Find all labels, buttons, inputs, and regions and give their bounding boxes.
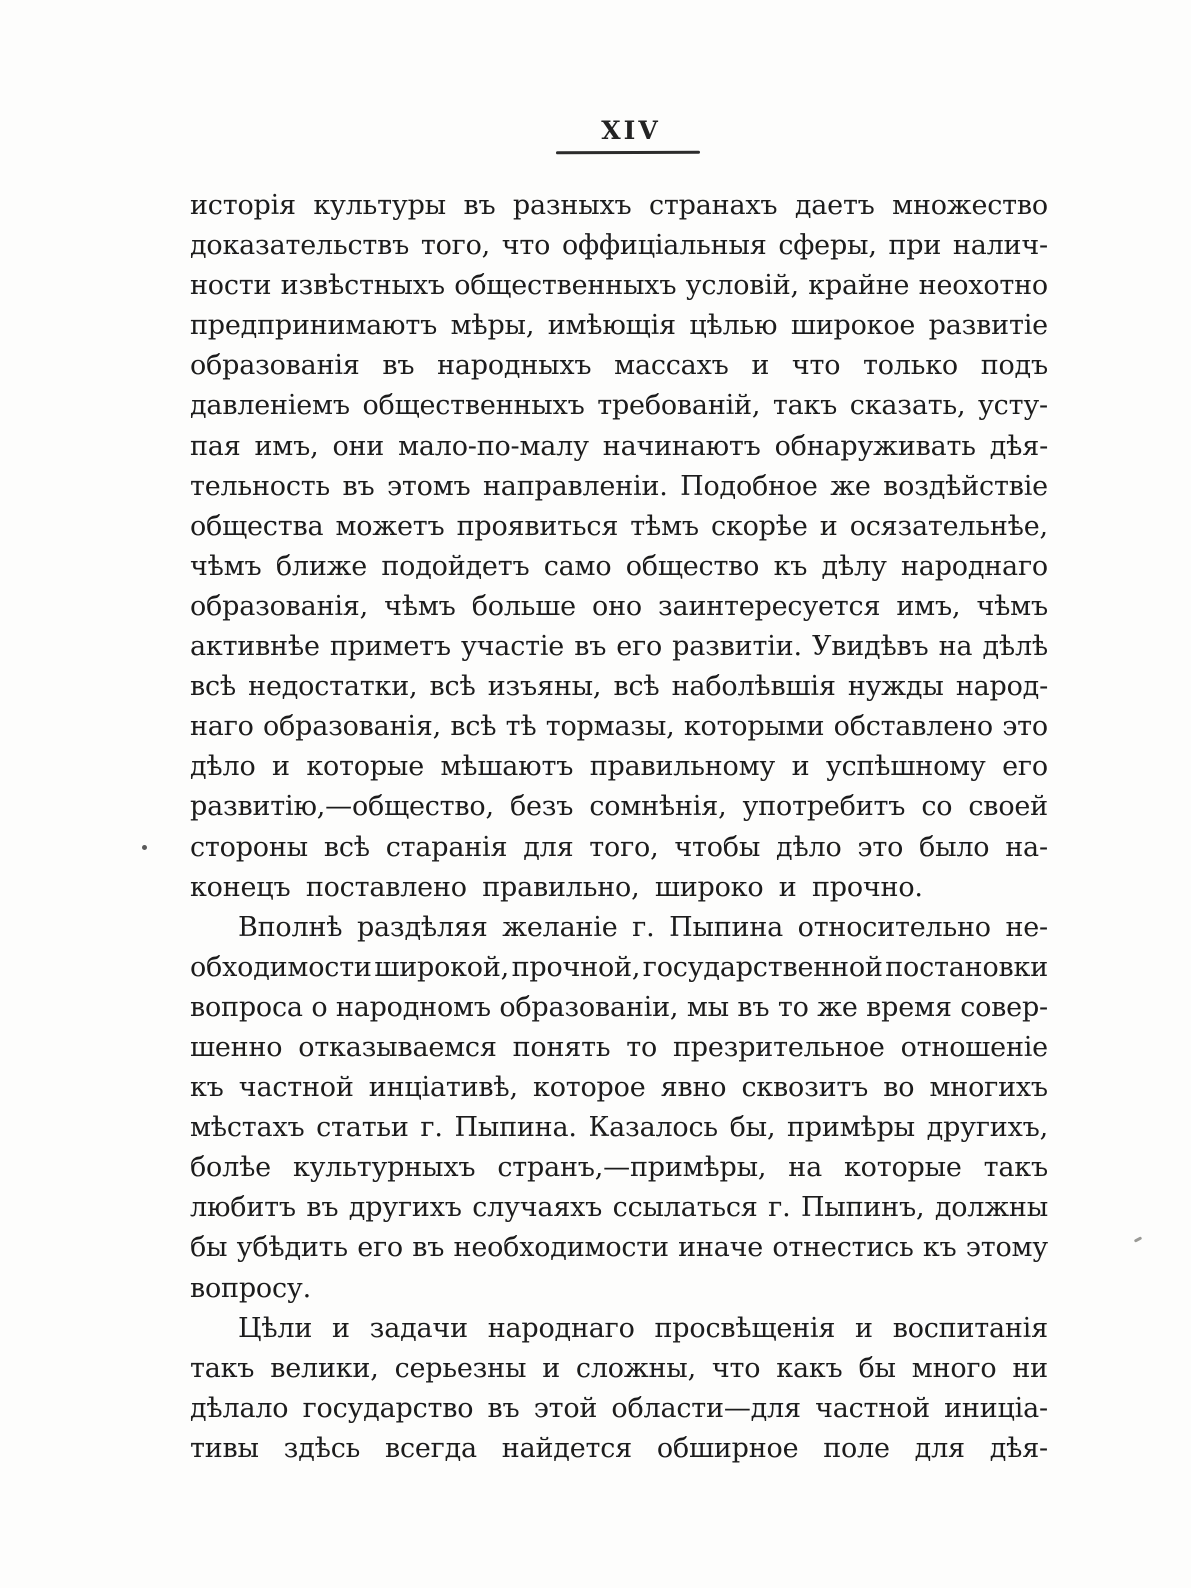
text-line: къ частной инціативѣ, которое явно сквозитъ во многихъ	[190, 1072, 1048, 1104]
page-number: XIV	[601, 116, 661, 145]
text-line: ности извѣстныхъ общественныхъ условій, крайне неохотно	[190, 270, 1048, 302]
text-line: любитъ въ другихъ случаяхъ ссылаться г. Пыпинъ, должны	[190, 1192, 1048, 1224]
scan-speck	[142, 845, 147, 850]
text-line: болѣе культурныхъ странъ,—примѣры, на которые такъ	[190, 1152, 1048, 1184]
text-line: мѣстахъ статьи г. Пыпина. Казалось бы, примѣры другихъ,	[190, 1112, 1048, 1144]
text-line: шенно отказываемся понять то презрительное отношеніе	[190, 1031, 1048, 1063]
text-block	[190, 186, 1048, 1469]
text-line: дѣло и которые мѣшаютъ правильному и успѣшному его	[190, 751, 1048, 783]
text-line: вопросу.	[190, 1272, 311, 1304]
text-line: стороны всѣ старанія для того, чтобы дѣло это было на-	[190, 831, 1048, 863]
text-line: пая имъ, они мало-по-малу начинаютъ обнаруживать дѣя-	[190, 430, 1048, 462]
text-line: Цѣли и задачи народнаго просвѣщенія и воспитанія	[238, 1312, 1048, 1344]
text-line: развитію,—общество, безъ сомнѣнія, употребитъ со своей	[190, 791, 1048, 823]
text-line: чѣмъ ближе подойдетъ само общество къ дѣлу народнаго	[190, 550, 1048, 582]
text-line: бы убѣдить его въ необходимости иначе отнестись къ этому	[190, 1232, 1048, 1264]
text-line: тельность въ этомъ направленіи. Подобное же воздѣйствіе	[190, 470, 1048, 502]
text-line: наго образованія, всѣ тѣ тормазы, которыми обставлено это	[190, 711, 1048, 743]
text-line: давленіемъ общественныхъ требованій, такъ сказать, усту-	[190, 390, 1048, 422]
text-line: тивы здѣсь всегда найдется обширное поле для дѣя-	[190, 1432, 1048, 1464]
text-line: обходимости широкой, прочной, государственной постановки	[190, 951, 1048, 983]
text-line: вопроса о народномъ образованіи, мы въ то же время совер-	[190, 991, 1048, 1023]
header-rule	[556, 151, 700, 155]
text-line: образованія въ народныхъ массахъ и что только подъ	[190, 350, 1048, 382]
text-line: дѣлало государство въ этой области—для частной иниціа-	[190, 1392, 1048, 1424]
text-line: предпринимаютъ мѣры, имѣющія цѣлью широкое развитіе	[190, 310, 1048, 342]
page-header	[190, 116, 1048, 145]
text-line: Вполнѣ раздѣляя желаніе г. Пыпина относительно не-	[238, 911, 1048, 943]
text-line: всѣ недостатки, всѣ изъяны, всѣ наболѣвшія нужды народ-	[190, 671, 1048, 703]
text-line: образованія, чѣмъ больше оно заинтересуется имъ, чѣмъ	[190, 590, 1048, 622]
text-line: такъ велики, серьезны и сложны, что какъ бы много ни	[190, 1352, 1048, 1384]
text-line: доказательствъ того, что оффиціальныя сферы, при налич-	[190, 230, 1048, 262]
scan-speck	[1134, 1236, 1142, 1242]
text-line: общества можетъ проявиться тѣмъ скорѣе и осязательнѣе,	[190, 510, 1048, 542]
text-line: конецъ поставлено правильно, широко и прочно.	[190, 871, 923, 903]
text-line: активнѣе приметъ участіе въ его развитіи. Увидѣвъ на дѣлѣ	[190, 631, 1048, 663]
text-line: исторія культуры въ разныхъ странахъ даетъ множество	[190, 190, 1048, 221]
